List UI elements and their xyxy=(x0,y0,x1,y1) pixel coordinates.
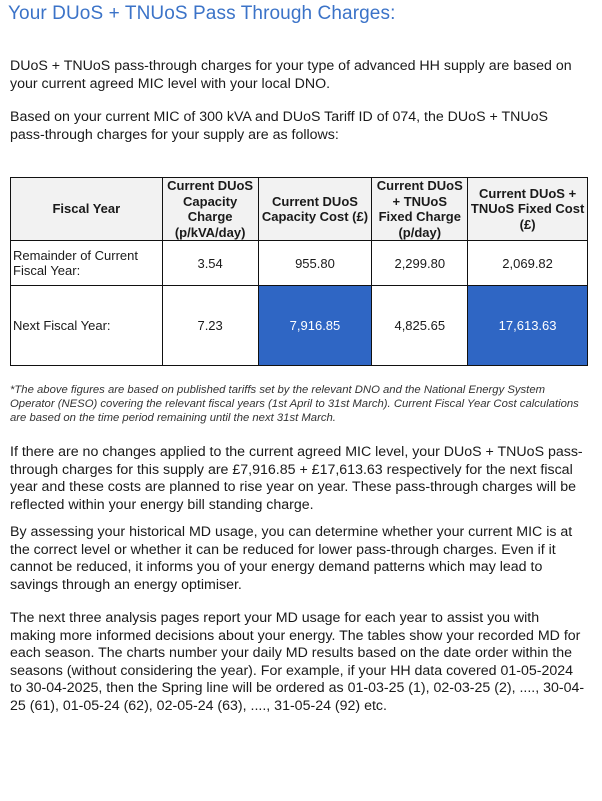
analysis-paragraph: The next three analysis pages report your MD usage for each year to assist you with making more informed decisions about your energy. The tables show your recorded MD for each season. The charts number your daily MD results based on the date order within the seasons (without considering the year). For example, if your HH data covered 01-05-2024 to 30-04-2025, then the Spring line will be ordered as 01-03-25 (1), 02-03-25 (2), ...., 30-04-25 (61), 01-05-24 (62), 02-05-24 (63), ...., 31-05-24 (92) etc. xyxy=(10,610,585,714)
row-label: Next Fiscal Year: xyxy=(11,286,163,366)
header-fiscal-year: Fiscal Year xyxy=(11,178,163,241)
page-title: Your DUoS + TNUoS Pass Through Charges: xyxy=(8,3,396,24)
intro-paragraph: DUoS + TNUoS pass-through charges for your type of advanced HH supply are based on your current agreed MIC level with your local DNO. xyxy=(10,58,572,92)
fixed-charge-cell: 4,825.65 xyxy=(372,286,468,366)
fixed-charge-cell: 2,299.80 xyxy=(372,241,468,286)
table-row xyxy=(11,286,588,366)
footnote: *The above figures are based on published tariffs set by the relevant DNO and the National Energy System Operator (NESO) covering the relevant fiscal years (1st April to 31st March). Current Fiscal Year Cost calculations are based on the time period remaining until the next 31st March. xyxy=(10,384,579,424)
capacity-cost-cell: 955.80 xyxy=(258,241,372,286)
capacity-charge-cell: 3.54 xyxy=(162,241,258,286)
header-fixed-charge: Current DUoS + TNUoS Fixed Charge (p/day) xyxy=(372,178,468,241)
header-capacity-cost: Current DUoS Capacity Cost (£) xyxy=(258,178,372,241)
header-fixed-cost: Current DUoS + TNUoS Fixed Cost (£) xyxy=(468,178,588,241)
mic-statement: Based on your current MIC of 300 kVA and DUoS Tariff ID of 074, the DUoS + TNUoS pass-through charges for your supply are as follows: xyxy=(10,109,548,143)
fixed-cost-cell: 2,069.82 xyxy=(468,241,588,286)
assessing-paragraph: By assessing your historical MD usage, you can determine whether your current MIC is at the correct level or whether it can be reduced for lower pass-through charges. Even if it cannot be reduced, it informs you of your energy demand patterns which may lead to savings through an energy optimiser. xyxy=(10,524,573,593)
header-capacity-charge: Current DUoS Capacity Charge (p/kVA/day) xyxy=(162,178,258,241)
table-row xyxy=(11,241,588,286)
capacity-cost-cell-highlighted: 7,916.85 xyxy=(258,286,372,366)
row-label: Remainder of Current Fiscal Year: xyxy=(11,241,163,286)
no-change-paragraph: If there are no changes applied to the current agreed MIC level, your DUoS + TNUoS pass-through charges for this supply are £7,916.85 + £17,613.63 respectively for the next fiscal year and these costs are planned to rise year on year. These pass-through charges will be reflected within your energy bill standing charge. xyxy=(10,444,583,513)
charges-table xyxy=(10,177,588,366)
table-header-row xyxy=(11,178,588,241)
fixed-cost-cell-highlighted: 17,613.63 xyxy=(468,286,588,366)
capacity-charge-cell: 7.23 xyxy=(162,286,258,366)
